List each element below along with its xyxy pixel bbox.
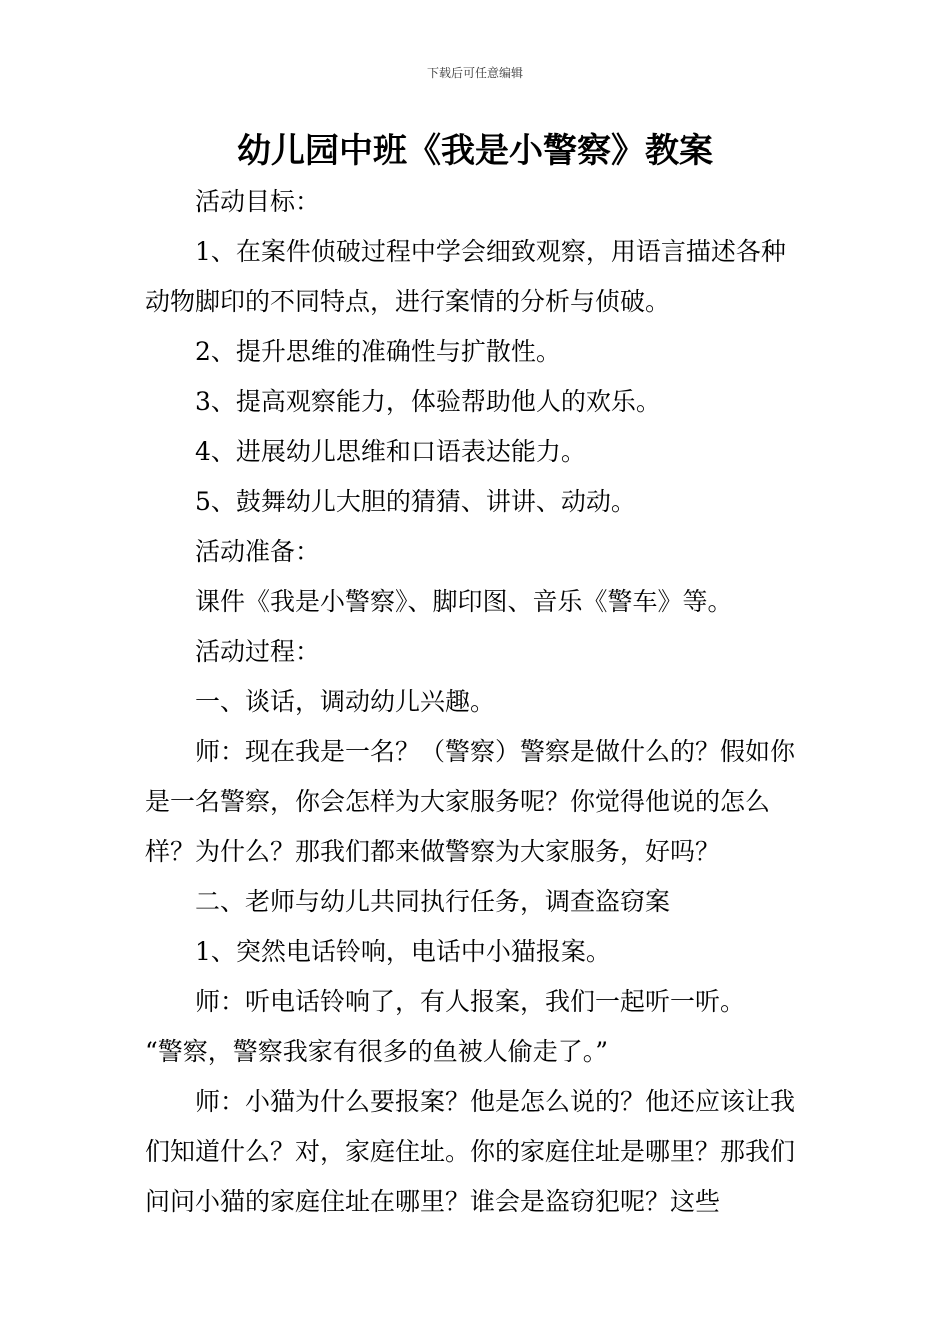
section-heading-preparation: 活动准备： [195,537,321,566]
process-step-2: 二、老师与幼儿共同执行任务，调查盗窃案 [195,887,671,916]
cat-report-quote: “警察，警察我家有很多的鱼被人偷走了。” [145,1037,609,1066]
document-title: 幼儿园中班《我是小警察》教案 [237,131,713,171]
document-body [145,177,810,1227]
goal-item-1: 1、在案件侦破过程中学会细致观察，用语言描述各种动物脚印的不同特点，进行案情的分析与侦破。 [145,237,786,316]
process-substep-1: 1、突然电话铃响，电话中小猫报案。 [195,937,611,966]
section-heading-process: 活动过程： [195,637,321,666]
goal-item-2: 2、提升思维的准确性与扩散性。 [195,337,561,366]
teacher-dialogue-1: 师：现在我是一名？（警察）警察是做什么的？假如你是一名警察，你会怎样为大家服务呢？你觉得他说的怎么样？为什么？那我们都来做警察为大家服务，好吗？ [145,737,796,866]
teacher-dialogue-2: 师：听电话铃响了，有人报案，我们一起听一听。 [195,987,746,1016]
goal-item-5: 5、鼓舞幼儿大胆的猜猜、讲讲、动动。 [195,487,636,516]
process-step-1: 一、谈话，调动幼儿兴趣。 [195,687,496,716]
teacher-dialogue-3: 师：小猫为什么要报案？他是怎么说的？他还应该让我们知道什么？对，家庭住址。你的家庭住址是哪里？那我们问问小猫的家庭住址在哪里？谁会是盗窃犯呢？这些 [145,1087,796,1216]
goal-item-3: 3、提高观察能力，体验帮助他人的欢乐。 [195,387,661,416]
goal-item-4: 4、进展幼儿思维和口语表达能力。 [195,437,586,466]
section-heading-goals: 活动目标： [195,187,321,216]
header-note: 下载后可任意编辑 [426,66,523,80]
preparation-text: 课件《我是小警察》、脚印图、音乐《警车》等。 [195,587,733,616]
